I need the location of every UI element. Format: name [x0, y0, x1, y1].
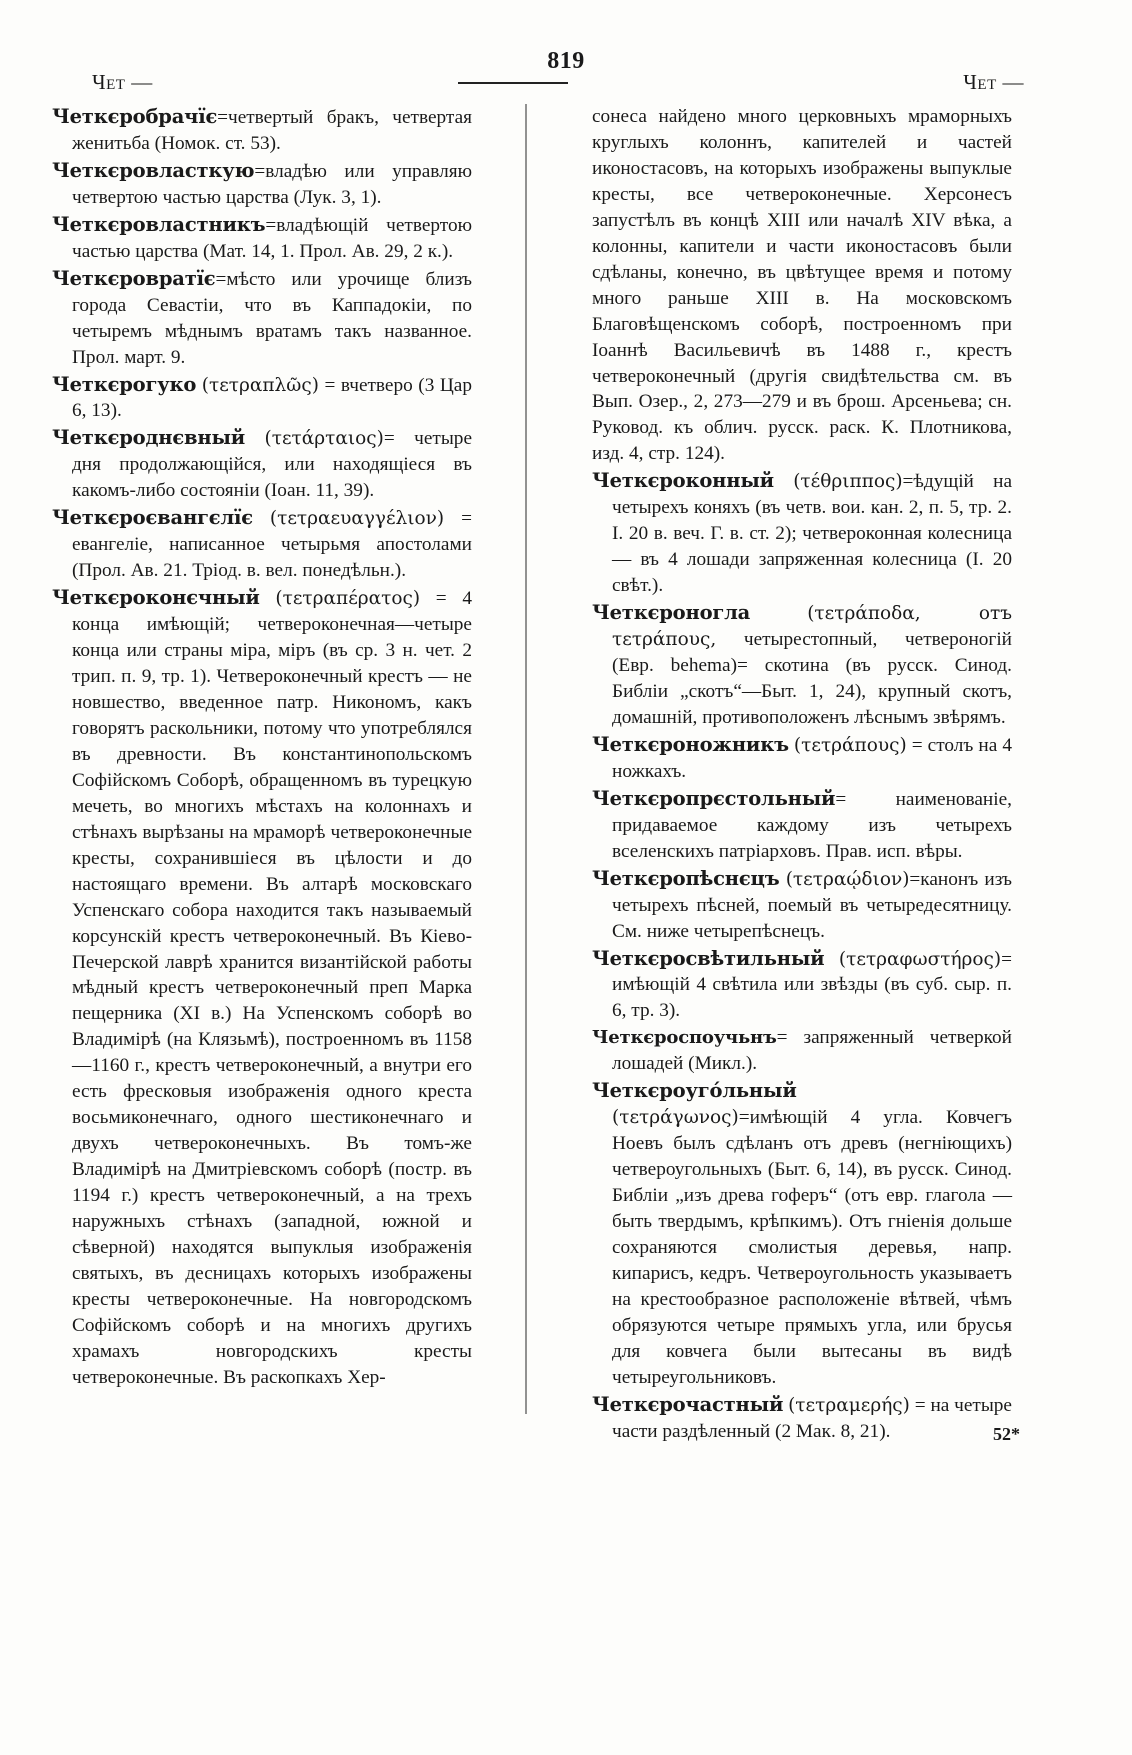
- entry-body: = на четыре части раздѣленный (2 Мак. 8, 21).: [612, 1394, 1012, 1442]
- dictionary-entry: [592, 600, 1012, 731]
- dictionary-entry: [592, 468, 1012, 599]
- entry-body: = столъ на 4 ножкахъ.: [612, 734, 1012, 782]
- entry-body: = запряженный четверкой лошадей (Микл.).: [612, 1027, 1012, 1075]
- dictionary-entry: [52, 158, 472, 211]
- entry-greek: (τετράποδα, отъ τετράπους,: [612, 603, 1012, 651]
- entry-headword: Четкєроднєвный: [52, 426, 246, 450]
- running-head-left: Чет —: [92, 70, 153, 94]
- entry-headword: Четкєровласткую: [52, 158, 255, 182]
- entry-greek: (τετράπους): [793, 734, 907, 756]
- dictionary-entry: [592, 1392, 1012, 1445]
- entry-greek: (τέθριππος): [793, 471, 903, 493]
- entry-body: =имѣющій 4 угла. Ковчегъ Ноевъ былъ сдѣланъ отъ древъ (негніющихъ) четвероугольныхъ (Быт. 6, 14), въ русск. Синод. Библіи „изъ древа гоферъ“ (отъ евр. глагола — быть твердымъ, крѣпкимъ). Отъ гніенія дольше сохраняются смолистыя деревья, напр. кипарисъ, кедръ. Четвероугольность указываетъ на крестообразное расположеніе вѣтвей, чѣмъ обрязуются четыре прямыхъ угла, или брусья для ковчега были вытесаны въ видѣ четыреугольниковъ.: [612, 1107, 1012, 1388]
- right-column: [592, 104, 1012, 1446]
- dictionary-entry: [592, 866, 1012, 945]
- entry-body: = наименованіе, придаваемое каждому изъ четырехъ вселенскихъ патріарховъ. Прав. исп. вѣры.: [612, 788, 1012, 862]
- entry-body: = евангеліе, написанное четырьмя апостолами (Прол. Ав. 21. Тріод. в. вел. понедѣльн.).: [72, 508, 472, 582]
- entry-headword: Четкєроуго́льный: [592, 1079, 797, 1103]
- entry-greek: (τετραπλῶς): [201, 374, 319, 396]
- entry-body: =владѣю или управляю четвертою частью царства (Лук. 3, 1).: [72, 160, 472, 208]
- entry-headword: Четкєроєвангєлїє: [52, 506, 253, 530]
- entry-greek: (τετράγωνος): [612, 1107, 739, 1129]
- dictionary-entry: [592, 786, 1012, 865]
- entry-headword: Четкєросвѣтильный: [592, 946, 825, 970]
- entry-greek: (τετραμερής): [788, 1394, 910, 1416]
- page-number: 819: [547, 48, 585, 74]
- dictionary-entry: [592, 1078, 1012, 1390]
- entry-body: = четыре дня продолжающійся, или находящіеся въ какомъ-либо состояніи (Іоан. 11, 39).: [72, 428, 472, 502]
- entry-headword: Четкєропѣснєцъ: [592, 866, 780, 890]
- dictionary-entry: [52, 372, 472, 425]
- entry-body: =ѣдущій на четырехъ коняхъ (въ четв. вои. кан. 2, п. 5, тр. 2. І. 20 в. веч. Г. в. ст. 2); четвероконная колесница — въ 4 лошади запряженная колесница (І. 20 свѣт.).: [612, 471, 1012, 597]
- dictionary-entry: [52, 585, 472, 1391]
- entry-body: =канонъ изъ четырехъ пѣсней, поемый въ четыредесятницу. См. ниже четырепѣснецъ.: [612, 868, 1012, 942]
- column-divider: [525, 104, 527, 1414]
- entry-body: четырестопный, четвероногій (Евр. behema)= скотина (въ русск. Синод. Библіи „скотъ“—Быт. 1, 24), крупный скотъ, домашній, противоположенъ лѣснымъ звѣрямъ.: [612, 629, 1012, 728]
- entry-headword: Четкєроконный: [592, 469, 774, 493]
- entry-body: = имѣющій 4 свѣтила или звѣзды (въ суб. сыр. п. 6, тр. 3).: [612, 948, 1012, 1022]
- dictionary-entry: [592, 1025, 1012, 1077]
- entry-headword: Четкєровластникъ: [52, 212, 266, 236]
- entry-headword: Четкєрогуко: [52, 372, 197, 396]
- entry-greek: (τετραφωστήρος): [838, 948, 1002, 970]
- entry-headword: Четкєробрачїє: [52, 105, 218, 128]
- dictionary-entry: [592, 732, 1012, 785]
- entry-headword: Четкєроножникъ: [592, 732, 789, 756]
- dictionary-entry: [52, 212, 472, 265]
- dictionary-entry: [52, 104, 472, 157]
- dictionary-entry: [52, 505, 472, 584]
- entry-headword: Четкєрочастный: [592, 1392, 784, 1416]
- entry-headword: Четкєроногла: [592, 601, 751, 625]
- entry-greek: (τετραῴδιον): [785, 868, 910, 890]
- entry-body: = вчетверо (3 Цар 6, 13).: [72, 374, 472, 422]
- entry-headword: Четкєроконєчный: [52, 586, 260, 610]
- page-signature: 52*: [993, 1424, 1020, 1444]
- entry-headword: Четкєровратїє: [52, 266, 216, 290]
- entry-body: =владѣющій четвертою частью царства (Мат. 14, 1. Прол. Ав. 29, 2 к.).: [72, 214, 472, 262]
- entry-greek: (τετάρταιος): [264, 428, 384, 450]
- dictionary-entry: [52, 425, 472, 504]
- entry-continuation: сонеса найдено много церковныхъ мраморныхъ круглыхъ колоннъ, капителей и частей иконостасовъ, на которыхъ изображены выпуклые кресты, все четвероконечные. Херсонесъ запустѣлъ въ концѣ XIII или началѣ XIV вѣка, а колонны, капители и части иконостасовъ были сдѣланы, конечно, въ цвѣтущее время и потому много раньше XIII в. На московскомъ Благовѣщенскомъ соборѣ, построенномъ при Іоаннѣ Васильевичѣ въ 1488 г., крестъ четвероконечный (другія свидѣтельства см. въ Вып. Озер., 2, 273—279 и въ брош. Арсеньева; сн. Руковод. къ облич. русск. раск. К. Плотникова, изд. 4, стр. 124).: [592, 106, 1012, 465]
- running-head-right: Чет —: [963, 70, 1024, 94]
- entry-headword: Четкєропрєстольный: [592, 786, 836, 810]
- left-column: [52, 104, 472, 1392]
- entry-body: = 4 конца имѣющій; четвероконечная—четыре конца или страны міра, міръ (въ ср. 3 н. чет. 2 трип. п. 9, тр. 1). Четвероконечный крестъ — не новшество, введенное патр. Никономъ, какъ говорятъ раскольники, потому что употреблялся въ древности. Въ константинопольскомъ Софійскомъ Соборѣ, обращенномъ въ турецкую мечеть, во многихъ мѣстахъ на колоннахъ и стѣнахъ вырѣзаны на мраморѣ четвероконечные кресты, сохранившіеся въ цѣлости и до настоящаго времени. Въ алтарѣ московскаго Успенскаго собора находится такъ называемый корсунскій крестъ четвероконечный. Въ Кіево-Печерской лаврѣ хранится византійской работы мѣдный крестъ четвероконечный преп Марка пещерника (XI в.) На Успенскомъ соборѣ во Владимірѣ (на Клязьмѣ), построенномъ въ 1158—1160 г., крестъ четвероконечный, а внутри его есть фресковыя изображенія одного креста восьмиконечнаго, одного шестиконечнаго и двухъ четвероконечныхъ. Въ томъ-же Владимірѣ на Дмитріевскомъ соборѣ (постр. въ 1194 г.) крестъ четвероконечный, а на трехъ наружныхъ стѣнахъ (западной, южной и сѣверной) находятся выпуклыя изображенія святыхъ, въ десницахъ которыхъ изображены кресты четвероконечные. На новгородскомъ Софійскомъ соборѣ и на многихъ другихъ храмахъ новгородскихъ кресты четвероконечные. Въ раскопкахъ Хер-: [72, 588, 473, 1388]
- entry-headword: Четкєроспоучьнъ: [592, 1027, 777, 1049]
- dictionary-entry: [592, 946, 1012, 1025]
- entry-body: =мѣсто или урочище близъ города Севастіи, что въ Каппадокіи, по четыремъ мѣднымъ вратамъ такъ названное. Прол. март. 9.: [72, 268, 472, 368]
- entry-greek: (τετραευαγγέλιον): [269, 508, 445, 530]
- entry-greek: (τετραπέρατος): [275, 588, 421, 610]
- entry-body: =четвертый бракъ, четвертая женитьба (Номок. ст. 53).: [72, 107, 472, 154]
- page-number-rule: [458, 82, 568, 84]
- dictionary-entry: [52, 266, 472, 371]
